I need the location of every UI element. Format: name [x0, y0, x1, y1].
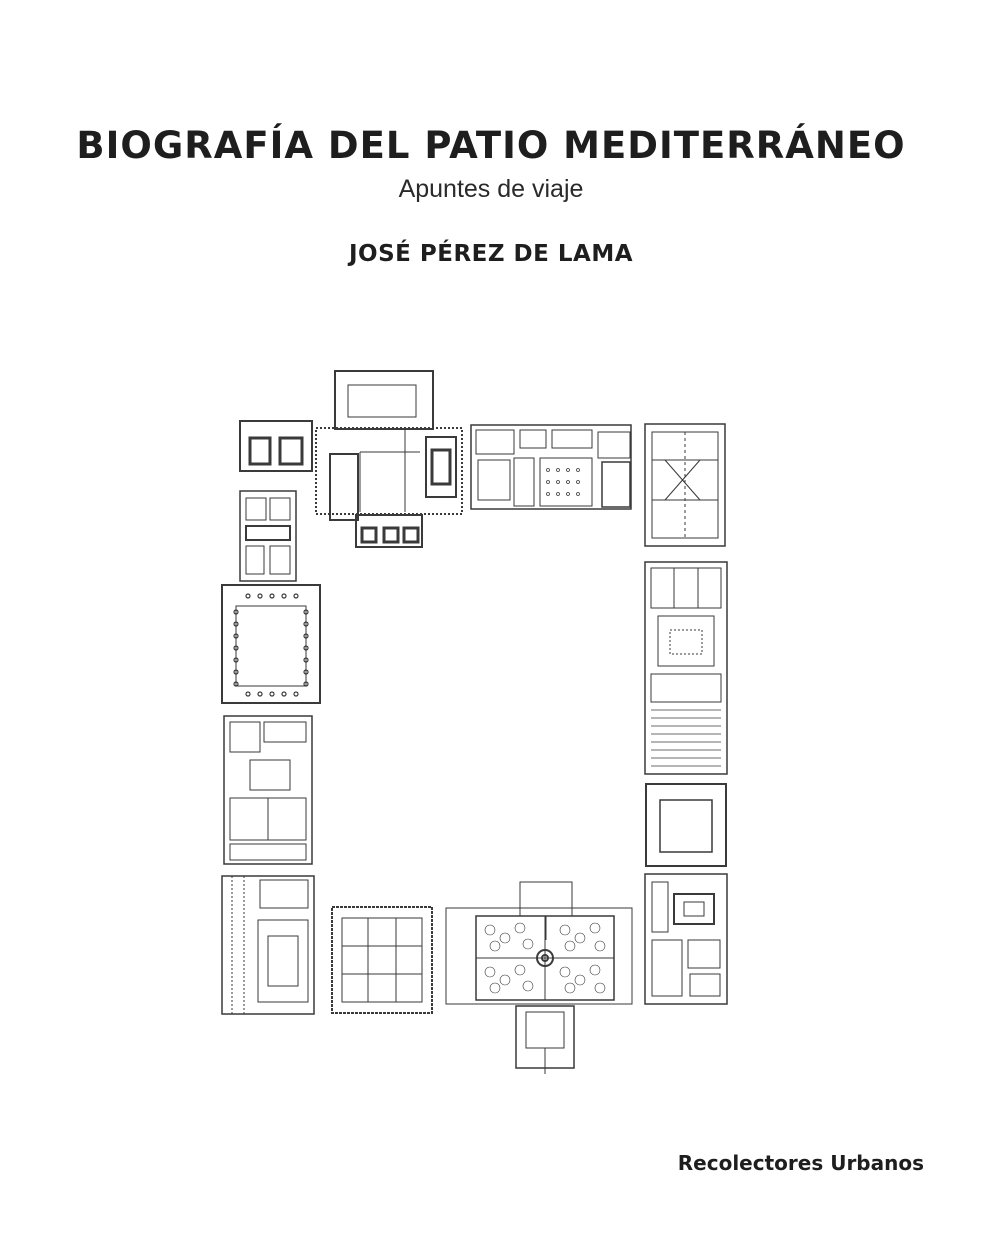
plan-tile-top-middle — [471, 425, 631, 509]
plan-tile-right-2 — [645, 562, 727, 774]
publisher-name: Recolectores Urbanos — [677, 1151, 924, 1175]
plan-tile-left-4 — [224, 716, 312, 864]
plan-tile-right-3 — [646, 784, 726, 866]
plan-tile-left-3 — [222, 585, 320, 703]
plan-tile-bottom-right — [645, 874, 727, 1004]
plan-tile-left-2 — [240, 491, 296, 581]
book-subtitle: Apuntes de viaje — [398, 175, 584, 203]
plan-tile-bottom-garden — [446, 882, 632, 1074]
book-title: BIOGRAFÍA DEL PATIO MEDITERRÁNEO — [76, 124, 906, 167]
book-author: JOSÉ PÉREZ DE LAMA — [348, 241, 634, 267]
plan-tile-top-left — [240, 371, 462, 547]
plan-tile-top-right — [645, 424, 725, 546]
plan-tile-bottom-left — [222, 876, 314, 1014]
plan-tile-bottom-grid — [332, 907, 432, 1013]
